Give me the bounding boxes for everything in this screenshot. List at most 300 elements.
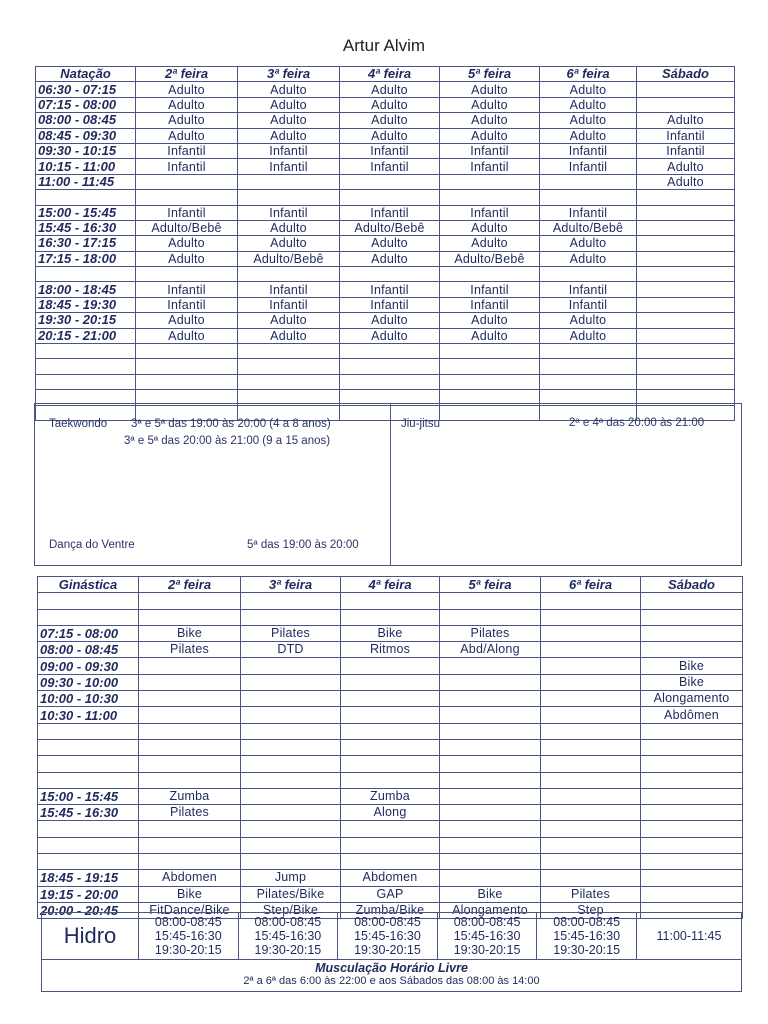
class-cell xyxy=(241,723,341,739)
class-cell xyxy=(641,723,743,739)
gym-column-header: 2ª feira xyxy=(139,577,241,593)
class-cell: Adulto xyxy=(238,313,340,328)
hidro-day-cell xyxy=(138,913,238,959)
class-cell xyxy=(238,267,340,282)
class-cell: Adulto/Bebê xyxy=(238,251,340,266)
hidro-row xyxy=(42,913,741,960)
class-cell xyxy=(641,837,743,853)
gym-header-row xyxy=(38,577,743,593)
class-cell xyxy=(139,821,241,837)
time-slot-cell xyxy=(36,190,136,205)
time-slot-cell xyxy=(38,593,139,609)
table-row xyxy=(38,625,743,641)
class-cell: Adulto xyxy=(238,82,340,97)
class-cell: Adulto xyxy=(440,328,540,343)
hidro-saturday-cell: 11:00-11:45 xyxy=(636,913,741,959)
class-cell: Infantil xyxy=(238,143,340,158)
class-cell xyxy=(136,174,238,189)
class-cell: Adulto xyxy=(540,97,637,112)
class-cell xyxy=(641,756,743,772)
class-cell: Adulto xyxy=(136,313,238,328)
class-cell xyxy=(241,707,341,723)
class-cell xyxy=(440,267,540,282)
table-row xyxy=(38,593,743,609)
hidro-day-cell xyxy=(337,913,437,959)
table-row xyxy=(38,739,743,755)
time-slot-cell: 20:00 - 20:45 xyxy=(38,902,139,918)
hidro-time: 15:45-16:30 xyxy=(553,929,621,943)
time-slot-cell: 19:15 - 20:00 xyxy=(38,886,139,902)
time-slot-cell: 15:00 - 15:45 xyxy=(38,788,139,804)
class-cell: Step xyxy=(541,902,641,918)
class-cell: Bike xyxy=(440,886,541,902)
class-cell xyxy=(440,359,540,374)
class-cell: Pilates xyxy=(541,886,641,902)
swim-header-row xyxy=(36,67,735,82)
time-slot-cell: 18:00 - 18:45 xyxy=(36,282,136,297)
hidro-day-cell xyxy=(536,913,636,959)
class-cell: Abdomen xyxy=(139,870,241,886)
class-cell xyxy=(637,82,735,97)
class-cell xyxy=(541,593,641,609)
table-row xyxy=(36,236,735,251)
class-cell xyxy=(541,739,641,755)
class-cell xyxy=(637,313,735,328)
time-slot-cell xyxy=(38,723,139,739)
time-slot-cell xyxy=(36,344,136,359)
class-cell xyxy=(641,886,743,902)
class-cell xyxy=(241,674,341,690)
class-cell xyxy=(341,593,440,609)
table-row xyxy=(36,328,735,343)
table-row xyxy=(36,128,735,143)
class-cell: Infantil xyxy=(440,297,540,312)
class-cell: Pilates xyxy=(139,805,241,821)
table-row xyxy=(36,97,735,112)
class-cell xyxy=(341,854,440,870)
class-cell: Adulto xyxy=(136,97,238,112)
table-row xyxy=(38,609,743,625)
musculacao-hours: 2ª a 6ª das 6:00 às 22:00 e aos Sábados das 08:00 às 14:00 xyxy=(243,975,540,987)
class-cell: DTD xyxy=(241,642,341,658)
class-cell: Adulto xyxy=(238,113,340,128)
time-slot-cell: 10:15 - 11:00 xyxy=(36,159,136,174)
class-cell xyxy=(637,97,735,112)
class-cell xyxy=(637,190,735,205)
class-cell: Infantil xyxy=(340,159,440,174)
table-row xyxy=(38,723,743,739)
class-cell xyxy=(637,328,735,343)
swim-column-header: 2ª feira xyxy=(136,67,238,82)
hidro-time: 19:30-20:15 xyxy=(553,943,621,957)
class-cell xyxy=(341,658,440,674)
table-row xyxy=(38,854,743,870)
time-slot-cell: 10:00 - 10:30 xyxy=(38,691,139,707)
class-cell xyxy=(541,805,641,821)
musculacao-title: Musculação Horário Livre xyxy=(315,961,468,975)
class-cell xyxy=(241,593,341,609)
class-cell xyxy=(641,870,743,886)
class-cell xyxy=(541,756,641,772)
table-row xyxy=(36,82,735,97)
class-cell: Bike xyxy=(641,658,743,674)
time-slot-cell xyxy=(38,772,139,788)
time-slot-cell: 09:30 - 10:00 xyxy=(38,674,139,690)
class-cell: Adulto xyxy=(440,220,540,235)
time-slot-cell xyxy=(38,609,139,625)
martial-arts-dance-box xyxy=(34,403,742,566)
class-cell: Infantil xyxy=(440,205,540,220)
class-cell: Adulto xyxy=(238,97,340,112)
class-cell xyxy=(341,707,440,723)
class-cell: Pilates/Bike xyxy=(241,886,341,902)
class-cell xyxy=(136,267,238,282)
class-cell xyxy=(139,723,241,739)
class-cell: Adulto xyxy=(136,328,238,343)
class-cell xyxy=(637,267,735,282)
time-slot-cell: 07:15 - 08:00 xyxy=(36,97,136,112)
class-cell: Infantil xyxy=(136,205,238,220)
time-slot-cell xyxy=(38,854,139,870)
class-cell xyxy=(241,658,341,674)
hidro-time: 15:45-16:30 xyxy=(453,929,521,943)
class-cell xyxy=(139,707,241,723)
hidro-time: 15:45-16:30 xyxy=(154,929,222,943)
hidro-time: 19:30-20:15 xyxy=(154,943,222,957)
table-row xyxy=(38,642,743,658)
class-cell xyxy=(340,190,440,205)
class-cell xyxy=(440,374,540,389)
table-row xyxy=(36,159,735,174)
class-cell xyxy=(241,739,341,755)
taekwondo-time-1: 3ª e 5ª das 19:00 às 20:00 (4 a 8 anos) xyxy=(131,418,331,430)
class-cell: Infantil xyxy=(440,143,540,158)
class-cell xyxy=(440,805,541,821)
table-row xyxy=(38,707,743,723)
table-row xyxy=(36,267,735,282)
class-cell: Adulto xyxy=(440,82,540,97)
gym-column-header: 5ª feira xyxy=(440,577,541,593)
class-cell: Infantil xyxy=(136,159,238,174)
class-cell: Bike xyxy=(341,625,440,641)
class-cell: Infantil xyxy=(340,282,440,297)
class-cell xyxy=(341,609,440,625)
class-cell xyxy=(440,609,541,625)
time-slot-cell: 15:45 - 16:30 xyxy=(38,805,139,821)
hidro-time: 08:00-08:45 xyxy=(154,915,222,929)
page-title: Artur Alvim xyxy=(342,36,426,55)
class-cell xyxy=(238,174,340,189)
class-cell: Infantil xyxy=(637,128,735,143)
time-slot-cell: 15:45 - 16:30 xyxy=(36,220,136,235)
hidro-time: 15:45-16:30 xyxy=(354,929,421,943)
class-cell: Adulto xyxy=(440,313,540,328)
class-cell xyxy=(541,870,641,886)
class-cell xyxy=(340,267,440,282)
class-cell xyxy=(637,359,735,374)
time-slot-cell xyxy=(38,739,139,755)
class-cell xyxy=(541,625,641,641)
class-cell xyxy=(238,359,340,374)
class-cell xyxy=(641,821,743,837)
class-cell: Adulto xyxy=(238,220,340,235)
class-cell xyxy=(641,772,743,788)
taekwondo-time-2: 3ª e 5ª das 20:00 às 21:00 (9 a 15 anos) xyxy=(124,435,331,447)
gym-column-header: 3ª feira xyxy=(241,577,341,593)
class-cell xyxy=(440,691,541,707)
hidro-time: 19:30-20:15 xyxy=(453,943,521,957)
danca-time: 5ª das 19:00 às 20:00 xyxy=(247,539,359,551)
class-cell xyxy=(139,854,241,870)
time-slot-cell: 17:15 - 18:00 xyxy=(36,251,136,266)
table-row xyxy=(38,772,743,788)
class-cell xyxy=(340,359,440,374)
class-cell xyxy=(541,788,641,804)
table-row xyxy=(36,113,735,128)
class-cell xyxy=(440,674,541,690)
hidro-day-cell xyxy=(238,913,338,959)
class-cell: Infantil xyxy=(238,159,340,174)
class-cell: Infantil xyxy=(136,282,238,297)
class-cell: Adulto xyxy=(238,236,340,251)
table-row xyxy=(36,297,735,312)
gymnastics-schedule-table xyxy=(37,576,743,919)
class-cell xyxy=(139,593,241,609)
class-cell xyxy=(641,609,743,625)
time-slot-cell: 11:00 - 11:45 xyxy=(36,174,136,189)
time-slot-cell xyxy=(36,267,136,282)
class-cell xyxy=(637,236,735,251)
table-row xyxy=(38,788,743,804)
gym-column-header: 4ª feira xyxy=(341,577,440,593)
class-cell xyxy=(340,374,440,389)
class-cell xyxy=(341,772,440,788)
class-cell xyxy=(136,190,238,205)
class-cell: Adulto xyxy=(136,251,238,266)
class-cell: Adulto xyxy=(136,236,238,251)
class-cell: Adulto xyxy=(637,113,735,128)
hidro-time: 08:00-08:45 xyxy=(354,915,421,929)
class-cell xyxy=(139,609,241,625)
class-cell xyxy=(440,658,541,674)
table-row xyxy=(38,691,743,707)
time-slot-cell xyxy=(38,756,139,772)
class-cell: Infantil xyxy=(340,297,440,312)
class-cell xyxy=(241,756,341,772)
class-cell: Infantil xyxy=(238,297,340,312)
class-cell: Abdomen xyxy=(341,870,440,886)
class-cell: Adulto xyxy=(440,97,540,112)
swimming-schedule-table xyxy=(35,66,735,421)
jiujitsu-time: 2ª e 4ª das 20:00 às 21:00 xyxy=(569,417,705,429)
class-cell: Infantil xyxy=(238,205,340,220)
hidro-musculacao-box xyxy=(41,912,742,992)
class-cell xyxy=(139,739,241,755)
class-cell xyxy=(440,854,541,870)
class-cell xyxy=(541,707,641,723)
class-cell: Pilates xyxy=(139,642,241,658)
class-cell: Adulto xyxy=(136,82,238,97)
class-cell: Zumba xyxy=(341,788,440,804)
class-cell: Adulto xyxy=(136,128,238,143)
class-cell: Adulto xyxy=(540,82,637,97)
class-cell xyxy=(341,674,440,690)
class-cell xyxy=(641,642,743,658)
time-slot-cell: 18:45 - 19:15 xyxy=(38,870,139,886)
class-cell xyxy=(637,344,735,359)
class-cell: Zumba/Bike xyxy=(341,902,440,918)
table-row xyxy=(36,143,735,158)
class-cell xyxy=(641,805,743,821)
time-slot-cell xyxy=(38,837,139,853)
table-row xyxy=(36,190,735,205)
class-cell: Adulto xyxy=(238,328,340,343)
class-cell xyxy=(541,658,641,674)
class-cell xyxy=(641,593,743,609)
class-cell xyxy=(241,854,341,870)
swim-column-header: 6ª feira xyxy=(540,67,637,82)
class-cell xyxy=(440,344,540,359)
time-slot-cell: 15:00 - 15:45 xyxy=(36,205,136,220)
class-cell: Infantil xyxy=(340,143,440,158)
class-cell xyxy=(637,297,735,312)
class-cell: Adulto xyxy=(637,174,735,189)
class-cell: Bike xyxy=(641,674,743,690)
class-cell xyxy=(541,772,641,788)
time-slot-cell: 19:30 - 20:15 xyxy=(36,313,136,328)
class-cell: Ritmos xyxy=(341,642,440,658)
class-cell xyxy=(641,625,743,641)
table-row xyxy=(36,374,735,389)
class-cell xyxy=(440,593,541,609)
table-row xyxy=(36,359,735,374)
table-row xyxy=(38,821,743,837)
class-cell: Adulto xyxy=(340,82,440,97)
time-slot-cell xyxy=(36,374,136,389)
class-cell xyxy=(637,282,735,297)
class-cell: Bike xyxy=(139,886,241,902)
class-cell xyxy=(637,205,735,220)
time-slot-cell: 20:15 - 21:00 xyxy=(36,328,136,343)
class-cell xyxy=(541,609,641,625)
class-cell: GAP xyxy=(341,886,440,902)
class-cell: Adulto xyxy=(637,159,735,174)
class-cell: FitDance/Bike xyxy=(139,902,241,918)
class-cell xyxy=(440,174,540,189)
class-cell: Bike xyxy=(139,625,241,641)
time-slot-cell xyxy=(38,821,139,837)
class-cell xyxy=(341,691,440,707)
class-cell: Adulto xyxy=(540,251,637,266)
class-cell xyxy=(241,788,341,804)
class-cell: Adulto/Bebê xyxy=(136,220,238,235)
swim-column-header: Natação xyxy=(36,67,136,82)
class-cell xyxy=(139,658,241,674)
hidro-time: 19:30-20:15 xyxy=(254,943,322,957)
class-cell xyxy=(136,344,238,359)
class-cell xyxy=(440,739,541,755)
class-cell xyxy=(238,374,340,389)
class-cell xyxy=(541,642,641,658)
table-row xyxy=(36,313,735,328)
class-cell: Alongamento xyxy=(440,902,541,918)
class-cell xyxy=(340,344,440,359)
hidro-time: 15:45-16:30 xyxy=(254,929,322,943)
class-cell xyxy=(541,723,641,739)
class-cell: Infantil xyxy=(440,159,540,174)
class-cell xyxy=(637,374,735,389)
time-slot-cell: 16:30 - 17:15 xyxy=(36,236,136,251)
hidro-label: Hidro xyxy=(63,923,117,948)
class-cell: Adulto xyxy=(238,128,340,143)
class-cell xyxy=(540,344,637,359)
class-cell: Along xyxy=(341,805,440,821)
class-cell: Adulto xyxy=(340,313,440,328)
class-cell: Adulto xyxy=(340,251,440,266)
class-cell: Adulto xyxy=(340,328,440,343)
class-cell xyxy=(440,870,541,886)
time-slot-cell xyxy=(36,359,136,374)
class-cell: Adulto xyxy=(340,128,440,143)
class-cell xyxy=(637,251,735,266)
class-cell xyxy=(241,772,341,788)
gym-column-header: Ginástica xyxy=(38,577,139,593)
table-row xyxy=(38,886,743,902)
class-cell xyxy=(139,837,241,853)
time-slot-cell: 06:30 - 07:15 xyxy=(36,82,136,97)
class-cell xyxy=(241,837,341,853)
swim-column-header: Sábado xyxy=(637,67,735,82)
hidro-time: 08:00-08:45 xyxy=(553,915,621,929)
class-cell xyxy=(136,359,238,374)
class-cell: Infantil xyxy=(136,143,238,158)
class-cell xyxy=(637,220,735,235)
class-cell xyxy=(341,739,440,755)
class-cell: Adulto xyxy=(540,236,637,251)
class-cell: Adulto xyxy=(340,97,440,112)
class-cell: Pilates xyxy=(241,625,341,641)
class-cell: Jump xyxy=(241,870,341,886)
gym-column-header: Sábado xyxy=(641,577,743,593)
class-cell: Infantil xyxy=(340,205,440,220)
time-slot-cell: 09:00 - 09:30 xyxy=(38,658,139,674)
table-row xyxy=(36,174,735,189)
class-cell: Infantil xyxy=(540,143,637,158)
class-cell xyxy=(440,788,541,804)
class-cell xyxy=(241,609,341,625)
class-cell xyxy=(540,190,637,205)
class-cell: Infantil xyxy=(136,297,238,312)
divider xyxy=(390,404,391,565)
class-cell: Adulto xyxy=(540,113,637,128)
class-cell xyxy=(341,821,440,837)
hidro-time: 08:00-08:45 xyxy=(254,915,322,929)
class-cell xyxy=(238,344,340,359)
class-cell: Adulto xyxy=(440,236,540,251)
class-cell xyxy=(440,723,541,739)
class-cell: Adulto xyxy=(440,128,540,143)
class-cell xyxy=(440,756,541,772)
class-cell: Zumba xyxy=(139,788,241,804)
class-cell: Adulto xyxy=(440,113,540,128)
jiujitsu-label: Jiu-jitsu xyxy=(401,418,440,430)
class-cell xyxy=(641,739,743,755)
hidro-time: 08:00-08:45 xyxy=(453,915,521,929)
class-cell xyxy=(440,837,541,853)
class-cell: Infantil xyxy=(637,143,735,158)
class-cell xyxy=(139,756,241,772)
gym-column-header: 6ª feira xyxy=(541,577,641,593)
